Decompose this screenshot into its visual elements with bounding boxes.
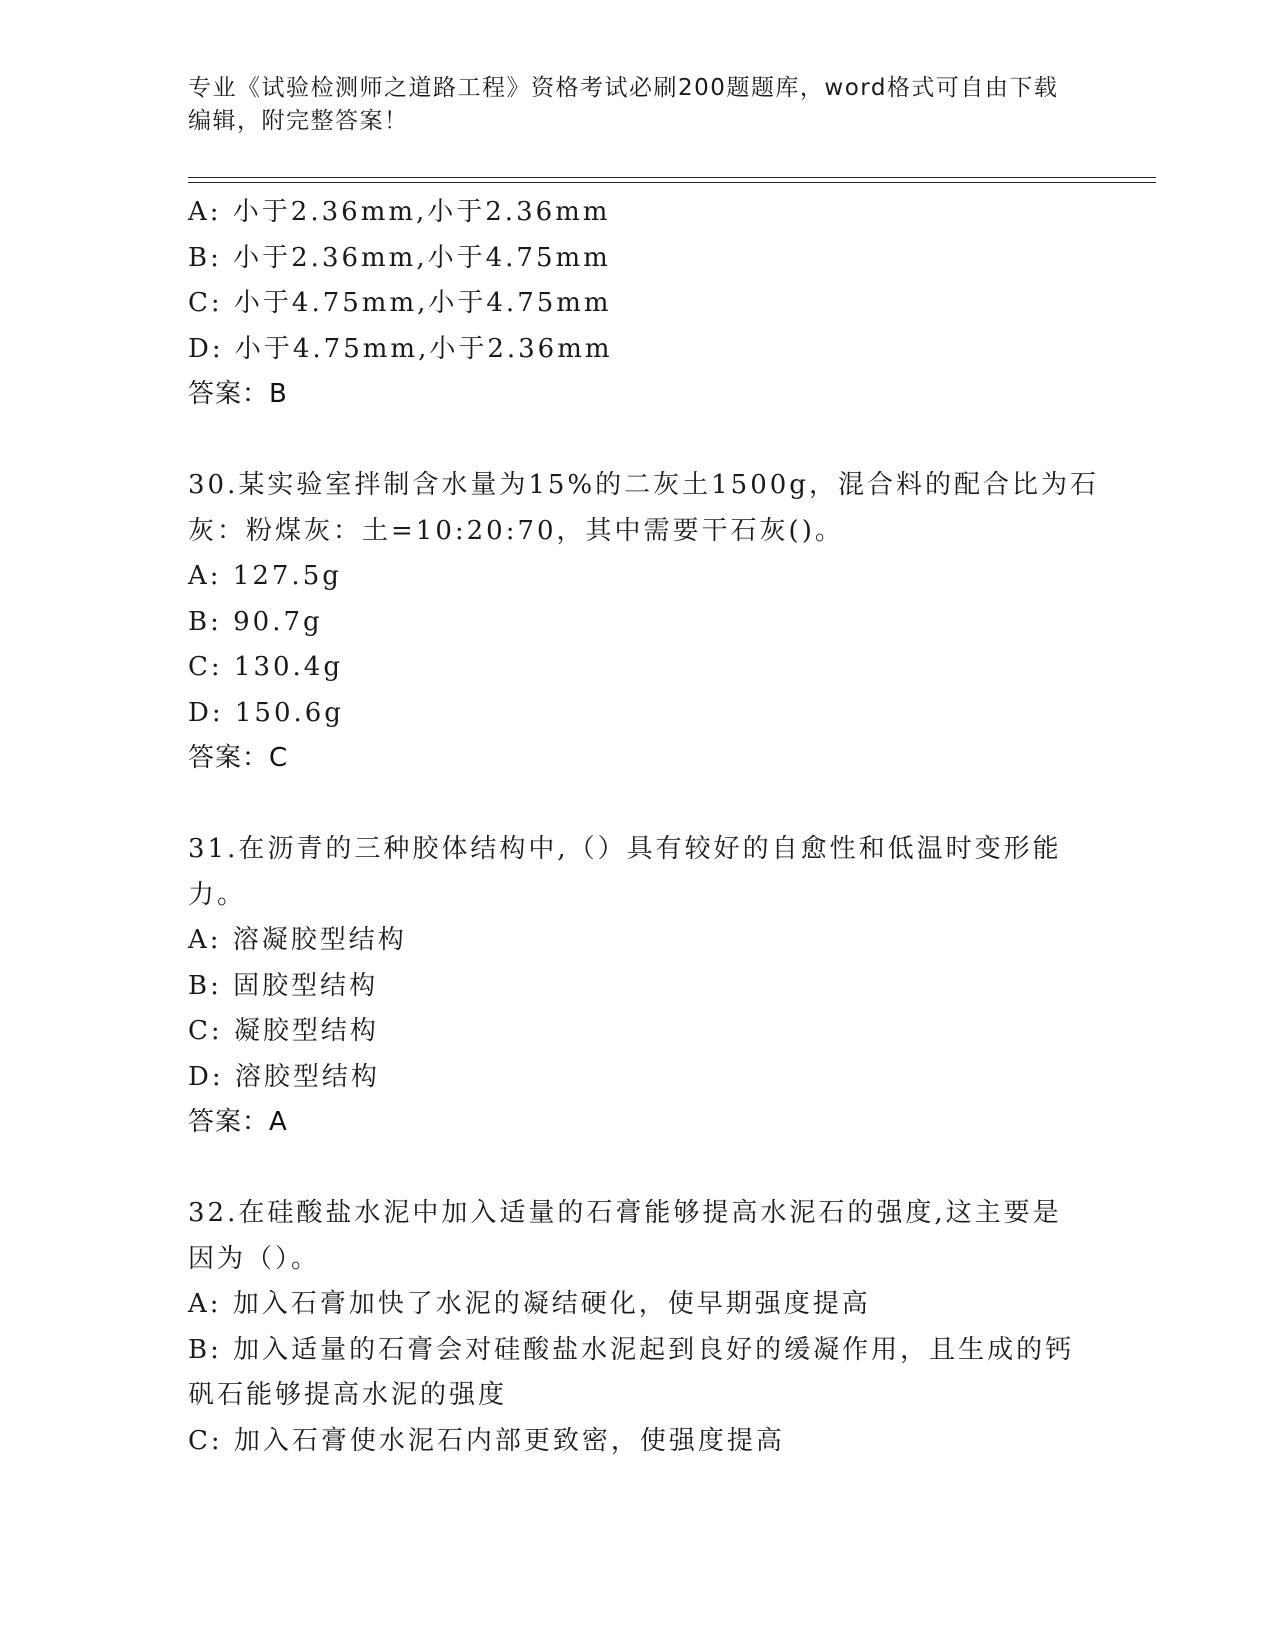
question-30-option-c: C: 130.4g (188, 652, 343, 682)
question-31-stem-line-2: 力。 (188, 879, 247, 910)
question-32-option-b-line-1: B: 加入适量的石膏会对硅酸盐水泥起到良好的缓凝作用，且生成的钙 (188, 1334, 1075, 1365)
question-30-answer: 答案：C (188, 743, 289, 773)
header-divider-bottom (188, 182, 1156, 183)
question-31-stem-line-1: 31.在沥青的三种胶体结构中,（）具有较好的自愈性和低温时变形能 (188, 834, 1062, 864)
question-32-option-a: A: 加入石膏加快了水泥的凝结硬化，使早期强度提高 (188, 1289, 871, 1319)
question-30-option-b: B: 90.7g (188, 606, 323, 637)
question-32-option-c: C: 加入石膏使水泥石内部更致密，使强度提高 (188, 1425, 785, 1456)
question-32 (188, 1191, 1088, 1464)
question-31 (188, 827, 1088, 1146)
question-30-option-a: A: 127.5g (188, 561, 342, 591)
question-31-option-c: C: 凝胶型结构 (188, 1016, 379, 1046)
question-list (188, 190, 1099, 1464)
document-header (188, 72, 1068, 138)
question-29-answer: 答案：B (188, 379, 288, 409)
question-31-option-b: B: 固胶型结构 (188, 970, 379, 1001)
question-31-option-d: D: 溶胶型结构 (188, 1061, 380, 1092)
question-30-option-d: D: 150.6g (188, 697, 344, 728)
question-29-option-b: B: 小于2.36mm,小于4.75mm (188, 242, 611, 273)
spacer (188, 1146, 1088, 1192)
question-32-stem-line-1: 32.在硅酸盐水泥中加入适量的石膏能够提高水泥石的强度,这主要是 (188, 1198, 1062, 1228)
question-30 (188, 463, 1099, 782)
question-30-stem-line-2: 灰：粉煤灰：土=10:20:70，其中需要干石灰()。 (188, 515, 844, 546)
header-title-line-1: 专业《试验检测师之道路工程》资格考试必刷200题题库，word格式可自由下载 (188, 75, 1059, 101)
question-31-option-a: A: 溶凝胶型结构 (188, 925, 407, 955)
header-divider-top (188, 177, 1156, 178)
spacer (188, 418, 1088, 464)
question-32-option-b-line-2: 矾石能够提高水泥的强度 (188, 1380, 508, 1410)
question-29-option-c: C: 小于4.75mm,小于4.75mm (188, 288, 612, 318)
question-30-stem-line-1: 30.某实验室拌制含水量为15%的二灰土1500g，混合料的配合比为石 (188, 470, 1099, 500)
question-29-option-d: D: 小于4.75mm,小于2.36mm (188, 333, 613, 364)
question-31-answer: 答案：A (188, 1107, 288, 1137)
question-29 (188, 190, 1088, 418)
question-29-option-a: A: 小于2.36mm,小于2.36mm (188, 197, 611, 227)
header-title-line-2: 编辑，附完整答案！ (188, 108, 409, 134)
spacer (188, 782, 1088, 828)
question-32-stem-line-2: 因为（）。 (188, 1243, 321, 1274)
